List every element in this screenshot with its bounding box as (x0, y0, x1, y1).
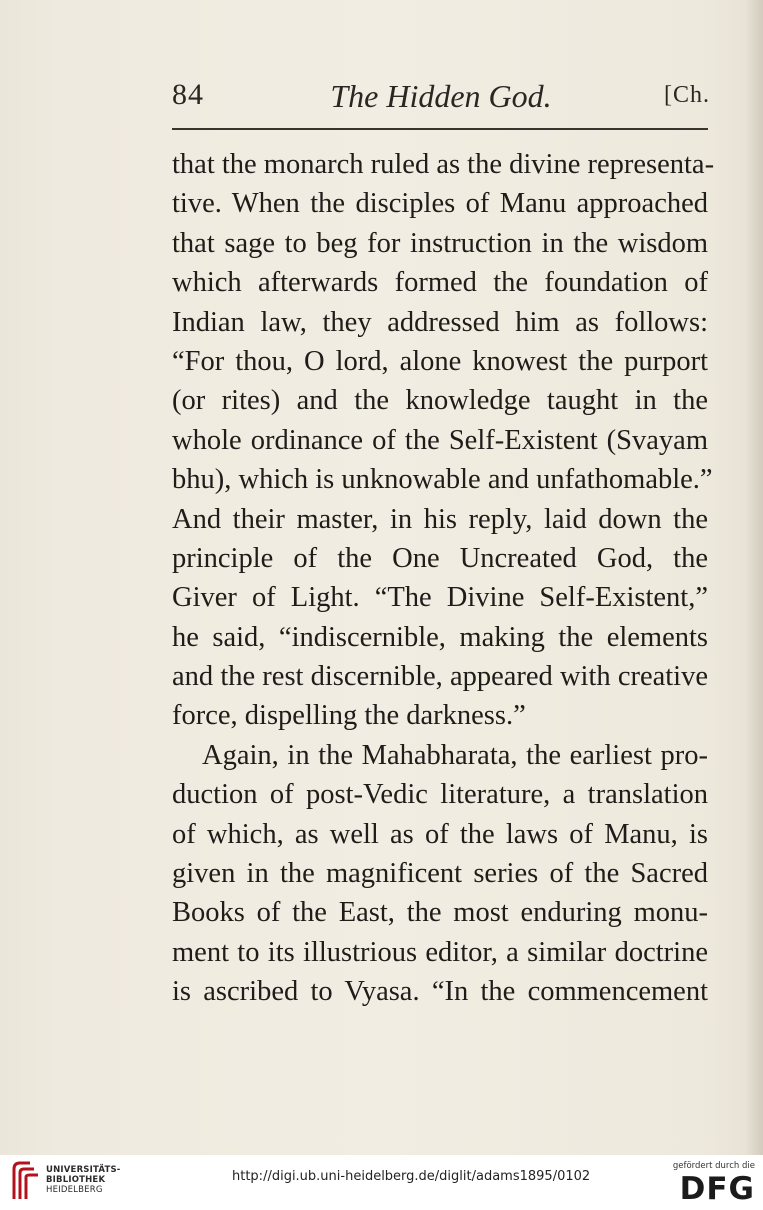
university-library-logo-icon (6, 1159, 42, 1203)
text-line: And their master, in his reply, laid down the (172, 503, 708, 535)
text-line: whole ordinance of the Self-Existent (Svayam (172, 424, 708, 456)
text-line: which afterwards formed the foundation of (172, 267, 708, 299)
running-title: The Hidden God. (330, 78, 552, 114)
running-header (172, 78, 710, 122)
text-line: and the rest discernible, appeared with creative (172, 661, 708, 693)
text-line: that the monarch ruled as the divine representa- (172, 149, 715, 180)
text-line: bhu), which is unknowable and unfathomable.” (172, 464, 713, 496)
header-rule (172, 128, 708, 130)
text-line: given in the magnificent series of the Sacred (172, 858, 708, 890)
permalink-url[interactable]: http://digi.ub.uni-heidelberg.de/diglit/adams1895/0102 (232, 1169, 591, 1184)
text-line: “For thou, O lord, alone knowest the purport (172, 345, 708, 377)
text-line: Books of the East, the most enduring monu- (172, 897, 708, 929)
text-line: (or rites) and the knowledge taught in the (172, 385, 708, 417)
text-line: he said, “indiscernible, making the elements (172, 621, 708, 653)
text-line: force, dispelling the darkness.” (172, 700, 526, 732)
page-edge-shadow (745, 0, 763, 1155)
chapter-mark: [Ch. (664, 82, 710, 108)
body-text (172, 145, 715, 1012)
text-line: Giver of Light. “The Divine Self-Existent,” (172, 582, 708, 614)
text-line: is ascribed to Vyasa. “In the commencement (172, 976, 708, 1008)
text-line: Again, in the Mahabharata, the earliest pro- (202, 739, 708, 771)
text-line: ment to its illustrious editor, a similar doctrine (172, 936, 708, 968)
text-line: that sage to beg for instruction in the wisdom (172, 227, 708, 259)
library-name-line-2: BIBLIOTHEK (46, 1175, 106, 1185)
university-library-name (46, 1165, 121, 1195)
digitization-footer (0, 1155, 763, 1210)
text-line: principle of the One Uncreated God, the (172, 542, 708, 574)
text-line: of which, as well as of the laws of Manu, is (172, 818, 708, 850)
text-line: tive. When the disciples of Manu approached (172, 188, 708, 220)
dfg-logo: DFG (679, 1171, 755, 1207)
library-name-line-1: UNIVERSITÄTS- (46, 1165, 121, 1175)
funding-caption: gefördert durch die (672, 1161, 755, 1171)
text-line: Indian law, they addressed him as follows: (172, 306, 708, 338)
library-name-line-3: HEIDELBERG (46, 1185, 103, 1195)
page-number: 84 (172, 78, 204, 111)
text-line: duction of post-Vedic literature, a translation (172, 779, 708, 811)
